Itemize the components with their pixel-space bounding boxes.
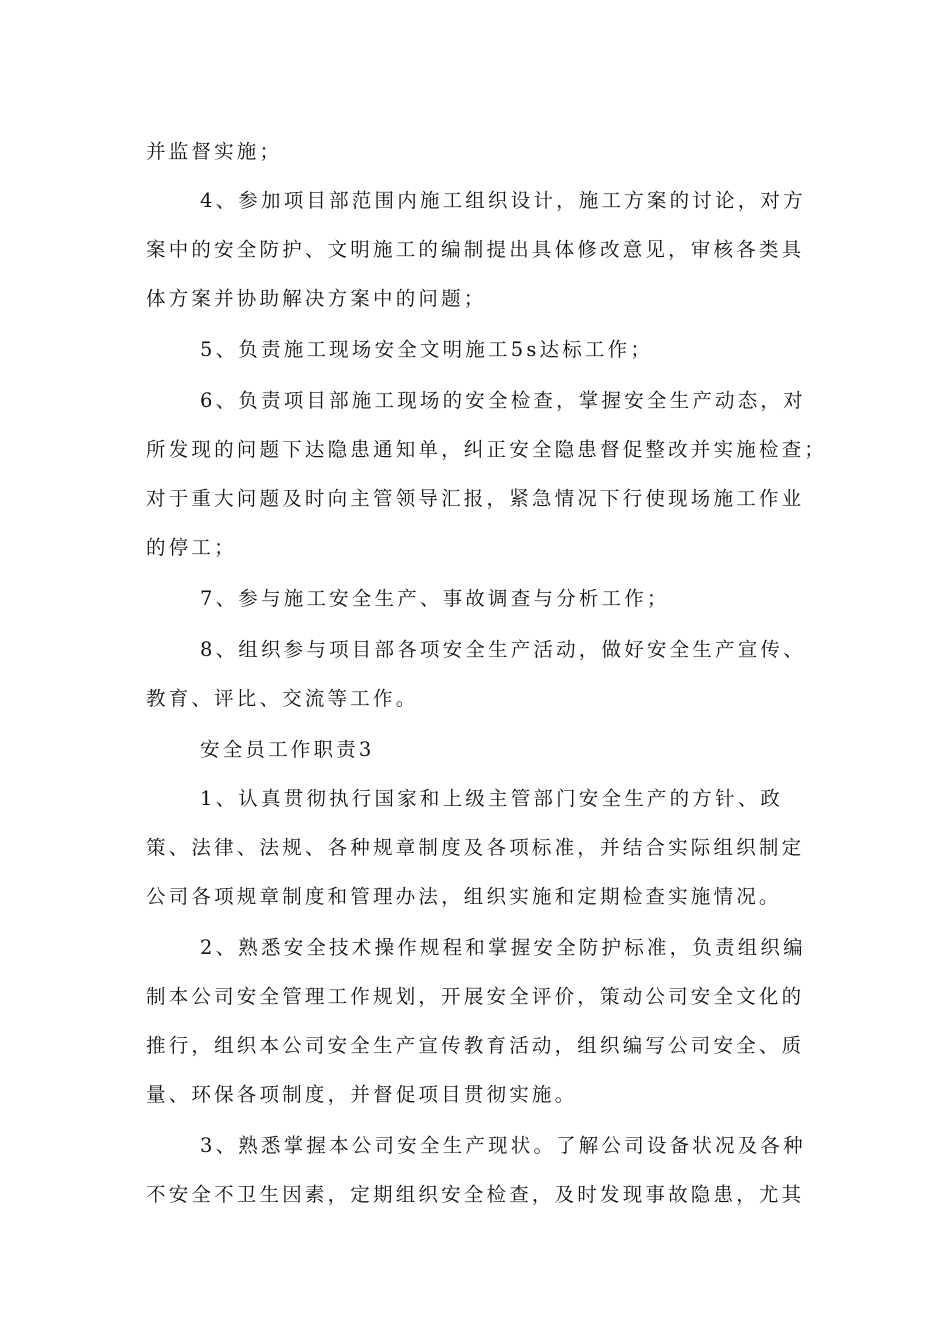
text-line: 7、参与施工安全生产、事故调查与分析工作； — [200, 587, 670, 610]
text-line: 策、法律、法规、各种规章制度及各项标准，并结合实际组织制定 — [146, 836, 805, 859]
section-heading: 安全员工作职责3 — [200, 738, 375, 761]
text-line: 制本公司安全管理工作规划，开展安全评价，策动公司安全文化的 — [146, 985, 805, 1008]
text-line: 2、熟悉安全技术操作规程和掌握安全防护标准，负责组织编 — [200, 936, 806, 959]
text-line: 5、负责施工现场安全文明施工5s达标工作； — [200, 338, 654, 361]
text-line: 并监督实施； — [146, 140, 283, 163]
text-line: 所发现的问题下达隐患通知单，纠正安全隐患督促整改并实施检查； — [146, 438, 828, 461]
text-line: 的停工； — [146, 536, 237, 559]
text-line: 体方案并协助解决方案中的问题； — [146, 287, 487, 310]
text-line: 对于重大问题及时向主管领导汇报，紧急情况下行使现场施工作业 — [146, 487, 805, 510]
text-line: 量、环保各项制度，并督促项目贯彻实施。 — [146, 1083, 578, 1106]
text-line: 1、认真贯彻执行国家和上级主管部门安全生产的方针、政 — [200, 787, 784, 810]
text-line: 3、熟悉掌握本公司安全生产现状。了解公司设备状况及各种 — [200, 1134, 806, 1157]
text-line: 公司各项规章制度和管理办法，组织实施和定期检查实施情况。 — [146, 885, 782, 908]
text-line: 教育、评比、交流等工作。 — [146, 687, 419, 710]
text-line: 8、组织参与项目部各项安全生产活动，做好安全生产宣传、 — [200, 638, 806, 661]
text-line: 不安全不卫生因素，定期组织安全检查，及时发现事故隐患，尤其 — [146, 1183, 805, 1206]
text-line: 6、负责项目部施工现场的安全检查，掌握安全生产动态，对 — [200, 389, 806, 412]
text-line: 4、参加项目部范围内施工组织设计，施工方案的讨论，对方 — [200, 189, 806, 212]
text-line: 案中的安全防护、文明施工的编制提出具体修改意见，审核各类具 — [146, 238, 805, 261]
text-line: 推行，组织本公司安全生产宣传教育活动，组织编写公司安全、质 — [146, 1034, 805, 1057]
